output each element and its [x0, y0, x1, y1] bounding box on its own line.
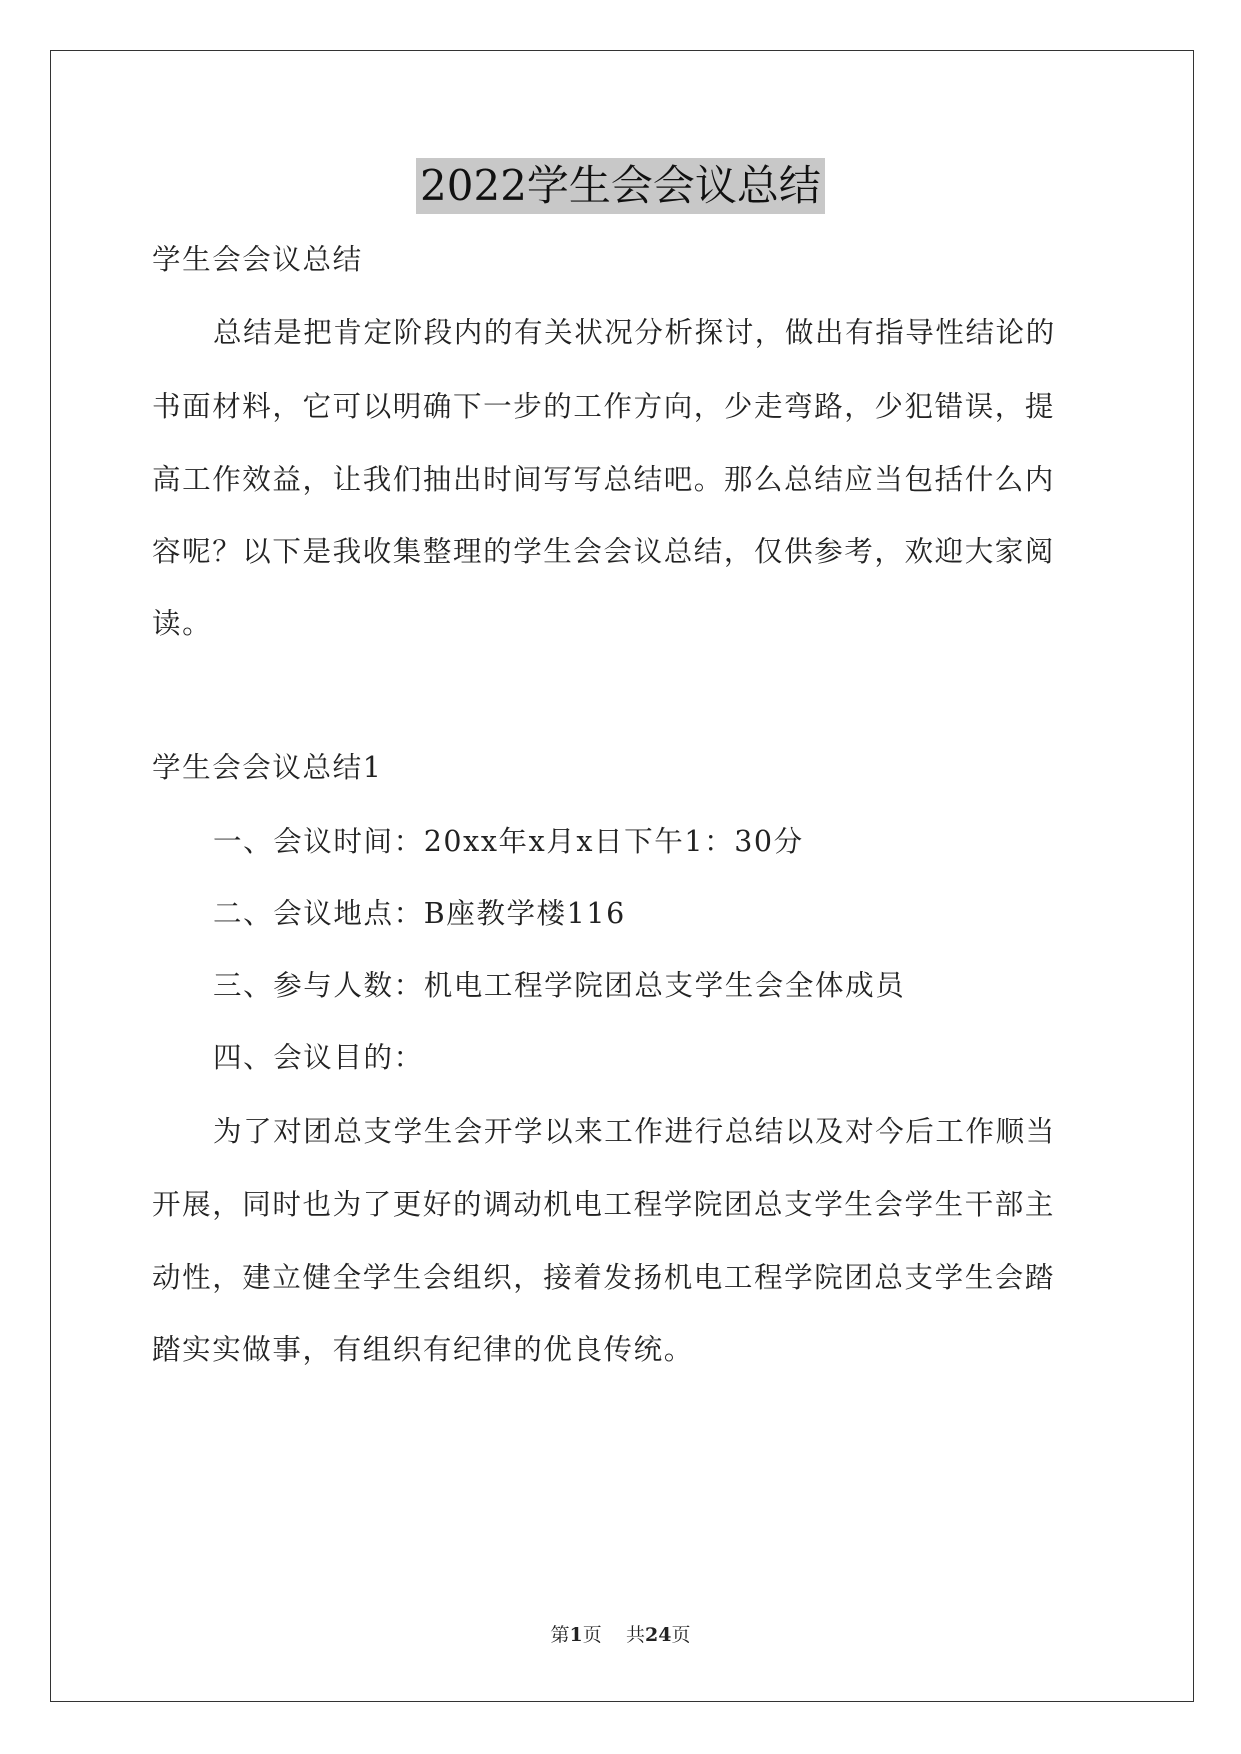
- list-item: 四、会议目的：: [213, 1041, 424, 1074]
- paragraph-line: 动性，建立健全学生会组织，接着发扬机电工程学院团总支学生会踏: [152, 1261, 1056, 1294]
- section-heading: 学生会会议总结1: [152, 751, 383, 784]
- list-item: 一、会议时间：20xx年x月x日下午1：30分: [213, 825, 804, 858]
- page-border: [50, 50, 1194, 1702]
- list-item: 二、会议地点：B座教学楼116: [213, 897, 626, 930]
- footer-total-pages: 24: [644, 1624, 672, 1646]
- page-footer: [0, 1620, 1241, 1647]
- footer-page-number: 1: [569, 1624, 583, 1646]
- paragraph-line: 为了对团总支学生会开学以来工作进行总结以及对今后工作顺当: [213, 1115, 1056, 1148]
- paragraph-line: 开展，同时也为了更好的调动机电工程学院团总支学生会学生干部主: [152, 1188, 1056, 1221]
- paragraph-line: 高工作效益，让我们抽出时间写写总结吧。那么总结应当包括什么内: [152, 463, 1056, 496]
- footer-total-suffix: 页: [671, 1624, 691, 1646]
- paragraph-line: 容呢？以下是我收集整理的学生会会议总结，仅供参考，欢迎大家阅: [152, 535, 1056, 568]
- paragraph-line: 总结是把肯定阶段内的有关状况分析探讨，做出有指导性结论的: [213, 316, 1056, 349]
- paragraph-line: 书面材料，它可以明确下一步的工作方向，少走弯路，少犯错误，提: [152, 390, 1056, 423]
- footer-total-prefix: 共: [625, 1624, 645, 1646]
- paragraph-line: 踏实实做事，有组织有纪律的优良传统。: [152, 1333, 694, 1366]
- section-heading: 学生会会议总结: [152, 243, 363, 276]
- document-title-text: 2022学生会会议总结: [416, 158, 825, 214]
- footer-page-prefix: 第: [550, 1624, 570, 1646]
- list-item: 三、参与人数：机电工程学院团总支学生会全体成员: [213, 969, 906, 1002]
- document-title: [0, 158, 1241, 214]
- paragraph-line: 读。: [152, 607, 213, 640]
- footer-page-suffix: 页: [582, 1624, 602, 1646]
